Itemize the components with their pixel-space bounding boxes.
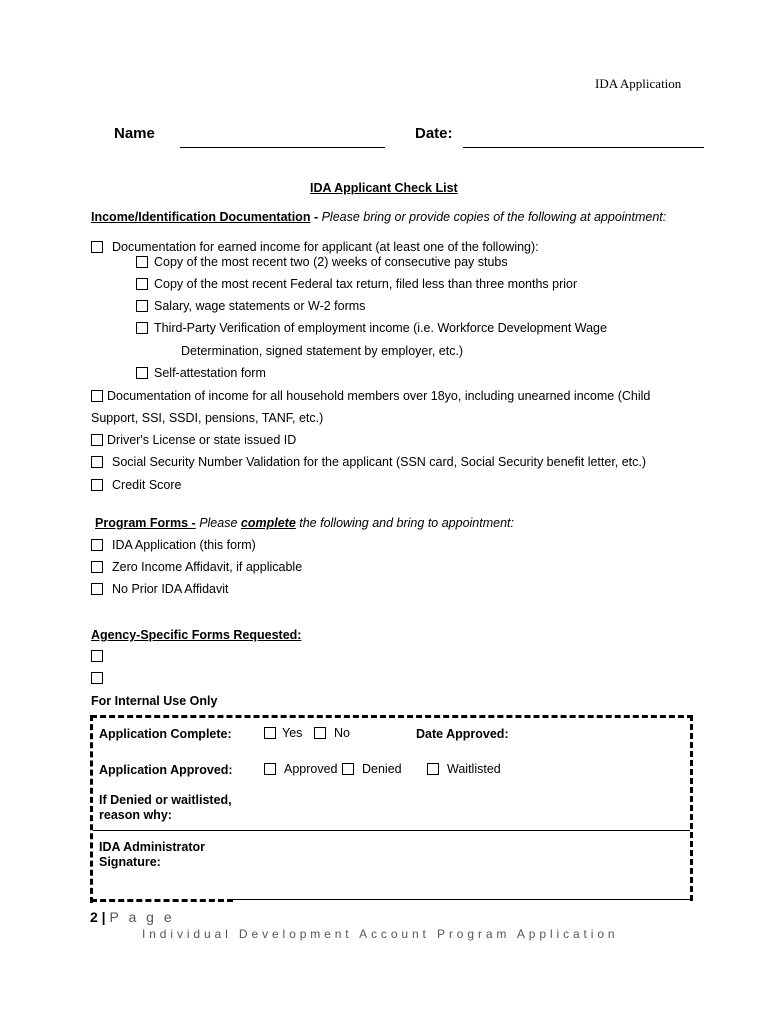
item-label: Credit Score — [112, 478, 182, 492]
list-item — [91, 478, 181, 492]
name-field-line[interactable] — [180, 147, 385, 148]
option-approved — [264, 762, 338, 776]
checkbox-waitlisted[interactable] — [427, 763, 439, 775]
list-item — [91, 560, 302, 574]
program-forms-note: Please — [195, 516, 241, 530]
item-label: Documentation for earned income for applicant (at least one of the following): — [112, 240, 539, 254]
list-item — [91, 433, 296, 447]
item-label: Documentation of income for all household members over 18yo, including unearned income (Child — [107, 389, 651, 403]
item-label: Salary, wage statements or W-2 forms — [154, 299, 366, 313]
agency-forms-heading: Agency-Specific Forms Requested: — [91, 628, 302, 642]
application-approved-label: Application Approved: — [99, 763, 233, 777]
admin-signature-label-2: Signature: — [99, 855, 161, 869]
item-label: Self-attestation form — [154, 366, 266, 380]
option-waitlisted — [427, 762, 501, 776]
list-item — [91, 240, 539, 254]
page-word: P a g e — [109, 909, 175, 925]
document-header-label: IDA Application — [595, 76, 682, 91]
denied-reason-label: If Denied or waitlisted, — [99, 793, 232, 807]
option-label: No — [334, 726, 350, 740]
income-heading-dash: - — [310, 210, 322, 224]
checkbox-drivers-license[interactable] — [91, 434, 103, 446]
checkbox-ida-application[interactable] — [91, 539, 103, 551]
checkbox-denied[interactable] — [342, 763, 354, 775]
item-label: Copy of the most recent two (2) weeks of consecutive pay stubs — [154, 255, 508, 269]
option-label: Waitlisted — [447, 762, 501, 776]
checkbox-zero-income-affidavit[interactable] — [91, 561, 103, 573]
list-item — [91, 389, 650, 403]
checkbox-earned-income[interactable] — [91, 241, 103, 253]
checkbox-agency-form-1[interactable] — [91, 650, 103, 662]
list-item — [136, 366, 266, 380]
box-bottom-border-solid — [233, 899, 693, 900]
option-denied — [342, 762, 402, 776]
program-forms-heading — [95, 516, 514, 530]
item-label: Social Security Number Validation for the applicant (SSN card, Social Security benefit letter, etc.) — [112, 455, 647, 469]
list-item — [91, 538, 256, 552]
checkbox-tax-return[interactable] — [136, 278, 148, 290]
list-item — [91, 582, 229, 596]
checkbox-ssn-validation[interactable] — [91, 456, 103, 468]
checkbox-pay-stubs[interactable] — [136, 256, 148, 268]
item-label: Third-Party Verification of employment income (i.e. Workforce Development Wage — [154, 321, 607, 335]
page-number: 2 — [90, 909, 98, 925]
box-top-border — [91, 715, 693, 718]
page-separator: | — [97, 909, 110, 925]
item-label: Copy of the most recent Federal tax return, filed less than three months prior — [154, 277, 578, 291]
item-label: No Prior IDA Affidavit — [112, 582, 229, 596]
checkbox-no-prior-ida-affidavit[interactable] — [91, 583, 103, 595]
date-approved-label: Date Approved: — [416, 727, 509, 741]
program-forms-note-emphasis: complete — [240, 516, 296, 530]
admin-signature-label: IDA Administrator — [99, 840, 206, 854]
application-complete-label: Application Complete: — [99, 727, 232, 741]
box-bottom-border-dashed — [91, 899, 233, 902]
checkbox-approved[interactable] — [264, 763, 276, 775]
denied-reason-label-2: reason why: — [99, 808, 172, 822]
list-item — [91, 455, 646, 469]
item-label-continued: Determination, signed statement by employer, etc.) — [181, 344, 464, 358]
box-left-border — [90, 715, 93, 903]
page-footer — [90, 909, 175, 925]
program-title-footer: Individual Development Account Program Application — [142, 927, 619, 941]
program-forms-note: the following and bring to appointment: — [295, 516, 514, 530]
checklist-title: IDA Applicant Check List — [310, 181, 458, 195]
option-label: Yes — [282, 726, 303, 740]
box-divider — [93, 830, 690, 831]
income-heading-note: Please bring or provide copies of the following at appointment: — [321, 210, 667, 224]
checkbox-household-income[interactable] — [91, 390, 103, 402]
item-label-continued: Support, SSI, SSDI, pensions, TANF, etc.) — [91, 411, 324, 425]
checkbox-complete-no[interactable] — [314, 727, 326, 739]
income-section-heading — [91, 210, 666, 224]
checkbox-credit-score[interactable] — [91, 479, 103, 491]
option-label: Denied — [362, 762, 402, 776]
item-label: IDA Application (this form) — [112, 538, 256, 552]
option-yes — [264, 726, 302, 740]
internal-use-heading: For Internal Use Only — [91, 694, 218, 708]
option-no — [314, 726, 350, 740]
checkbox-third-party-verification[interactable] — [136, 322, 148, 334]
list-item — [136, 255, 508, 269]
income-heading-text: Income/Identification Documentation — [91, 210, 311, 224]
checkbox-complete-yes[interactable] — [264, 727, 276, 739]
program-forms-heading-text: Program Forms - — [95, 516, 196, 530]
checkbox-agency-form-2[interactable] — [91, 672, 103, 684]
option-label: Approved — [284, 762, 338, 776]
checkbox-self-attestation[interactable] — [136, 367, 148, 379]
checkbox-w2-forms[interactable] — [136, 300, 148, 312]
date-label: Date: — [415, 125, 453, 142]
list-item — [136, 321, 607, 335]
item-label: Driver's License or state issued ID — [107, 433, 297, 447]
item-label: Zero Income Affidavit, if applicable — [112, 560, 303, 574]
box-right-border — [690, 715, 693, 901]
name-label: Name — [114, 125, 155, 142]
list-item — [136, 299, 365, 313]
date-field-line[interactable] — [463, 147, 704, 148]
list-item — [136, 277, 577, 291]
